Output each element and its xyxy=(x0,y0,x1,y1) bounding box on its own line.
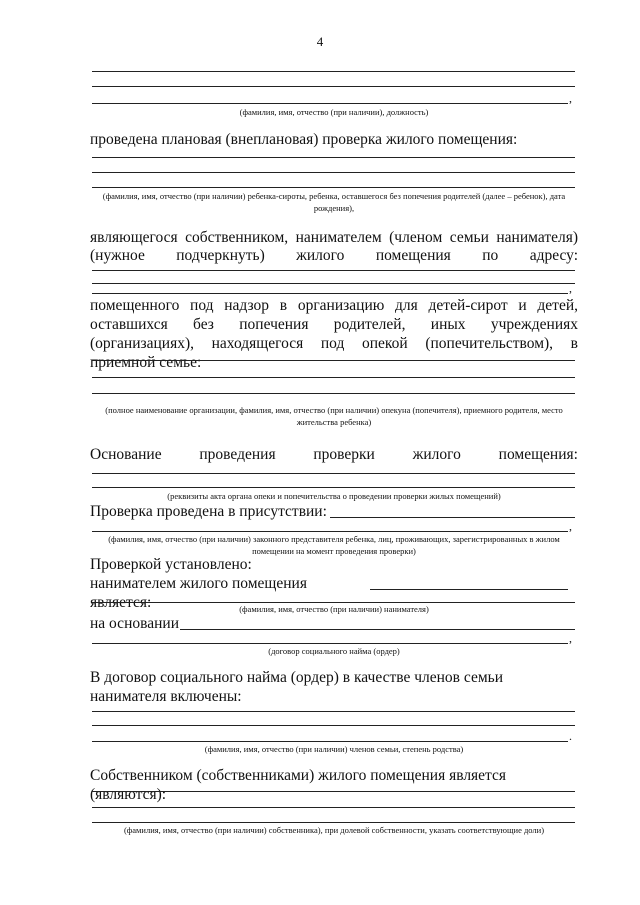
presence-label: Проверка проведена в присутствии: xyxy=(90,503,327,520)
blank-line[interactable] xyxy=(330,517,575,518)
caption-act: (реквизиты акта органа опеки и попечительства о проведении проверки жилых помещений) xyxy=(167,491,501,501)
owners-label: Собственником (собственниками) жилого помещения является (являются): xyxy=(90,767,507,803)
line-end-comma: , xyxy=(569,281,572,295)
blank-line[interactable] xyxy=(92,283,575,284)
word: подчеркнуть) xyxy=(176,247,265,264)
blank-line[interactable] xyxy=(92,807,575,808)
caption-owners: (фамилия, имя, отчество (при наличии) собственника), при долевой собственности, указать соответствующие доли) xyxy=(123,825,545,835)
word: адресу: xyxy=(529,247,578,264)
blank-line[interactable] xyxy=(92,157,575,158)
word: по xyxy=(482,247,499,264)
blank-line[interactable] xyxy=(92,822,575,823)
blank-line[interactable] xyxy=(92,187,575,188)
caption-contract: (договор социального найма (ордер) xyxy=(268,646,400,656)
line-end-comma: , xyxy=(569,631,572,645)
blank-line[interactable] xyxy=(92,393,575,394)
blank-line[interactable] xyxy=(92,473,575,474)
line-end-comma: . xyxy=(569,729,572,743)
caption-presence: (фамилия, имя, отчество (при наличии) законного представителя ребенка, лиц, проживающих, зарегистрированных в жилом помещении на момент проведения проверки) xyxy=(108,534,560,556)
caption-family: (фамилия, имя, отчество (при наличии) членов семьи, степень родства) xyxy=(204,744,464,754)
blank-line[interactable] xyxy=(92,71,575,72)
basis-label: на основании xyxy=(90,615,179,632)
blank-line[interactable] xyxy=(92,86,575,87)
blank-line[interactable] xyxy=(92,172,575,173)
owner-para-line1: являющегося собственником, нанимателем (членом семьи нанимателя) xyxy=(90,229,578,246)
word: проверки xyxy=(313,446,375,463)
blank-line[interactable] xyxy=(92,741,568,742)
established-label: Проверкой установлено: xyxy=(90,556,252,573)
caption-tenant: (фамилия, имя, отчество (при наличии) нанимателя) xyxy=(239,604,429,614)
blank-line[interactable] xyxy=(92,531,568,532)
blank-line[interactable] xyxy=(92,725,575,726)
placed-para: помещенного под надзор в организацию для детей-сирот и детей, оставшихся без попечения родителей, иных учреждениях (организациях), находящегося под опекой (попечительством), в приемной семье: xyxy=(90,297,578,371)
line-end-comma: , xyxy=(569,519,572,533)
blank-line[interactable] xyxy=(370,589,568,590)
line-end-comma: , xyxy=(569,91,572,105)
blank-line[interactable] xyxy=(92,643,568,644)
blank-line[interactable] xyxy=(92,487,575,488)
blank-line[interactable] xyxy=(92,293,568,294)
blank-line[interactable] xyxy=(180,629,575,630)
blank-line[interactable] xyxy=(92,791,575,792)
blank-line[interactable] xyxy=(92,360,575,361)
caption-child: (фамилия, имя, отчество (при наличии) ребенка-сироты, ребенка, оставшегося без попечения родителей (далее – ребенок), дата рождения), xyxy=(102,191,566,213)
blank-line[interactable] xyxy=(92,377,575,378)
page-number: 4 xyxy=(316,34,324,49)
word: жилого xyxy=(296,247,345,264)
caption-name-position: (фамилия, имя, отчество (при наличии), должность) xyxy=(239,107,429,117)
word: Основание xyxy=(90,446,162,463)
blank-line[interactable] xyxy=(92,711,575,712)
contract-para: В договор социального найма (ордер) в качестве членов семьи нанимателя включены: xyxy=(90,669,503,705)
word: помещения xyxy=(375,247,451,264)
word: (нужное xyxy=(90,247,145,264)
word: проведения xyxy=(199,446,276,463)
caption-organization: (полное наименование организации, фамилия, имя, отчество (при наличии) опекуна (попечителя), приемного родителя, место жительства ребенка) xyxy=(105,405,563,427)
tenant-label: нанимателем жилого помещения является: xyxy=(90,575,307,611)
basis-line xyxy=(90,446,578,464)
blank-line[interactable] xyxy=(92,270,575,271)
check-done-text: проведена плановая (внеплановая) проверка жилого помещения: xyxy=(90,131,518,148)
blank-line[interactable] xyxy=(92,103,568,104)
word: жилого xyxy=(412,446,461,463)
word: помещения: xyxy=(498,446,578,463)
owner-para-line2 xyxy=(90,247,578,265)
